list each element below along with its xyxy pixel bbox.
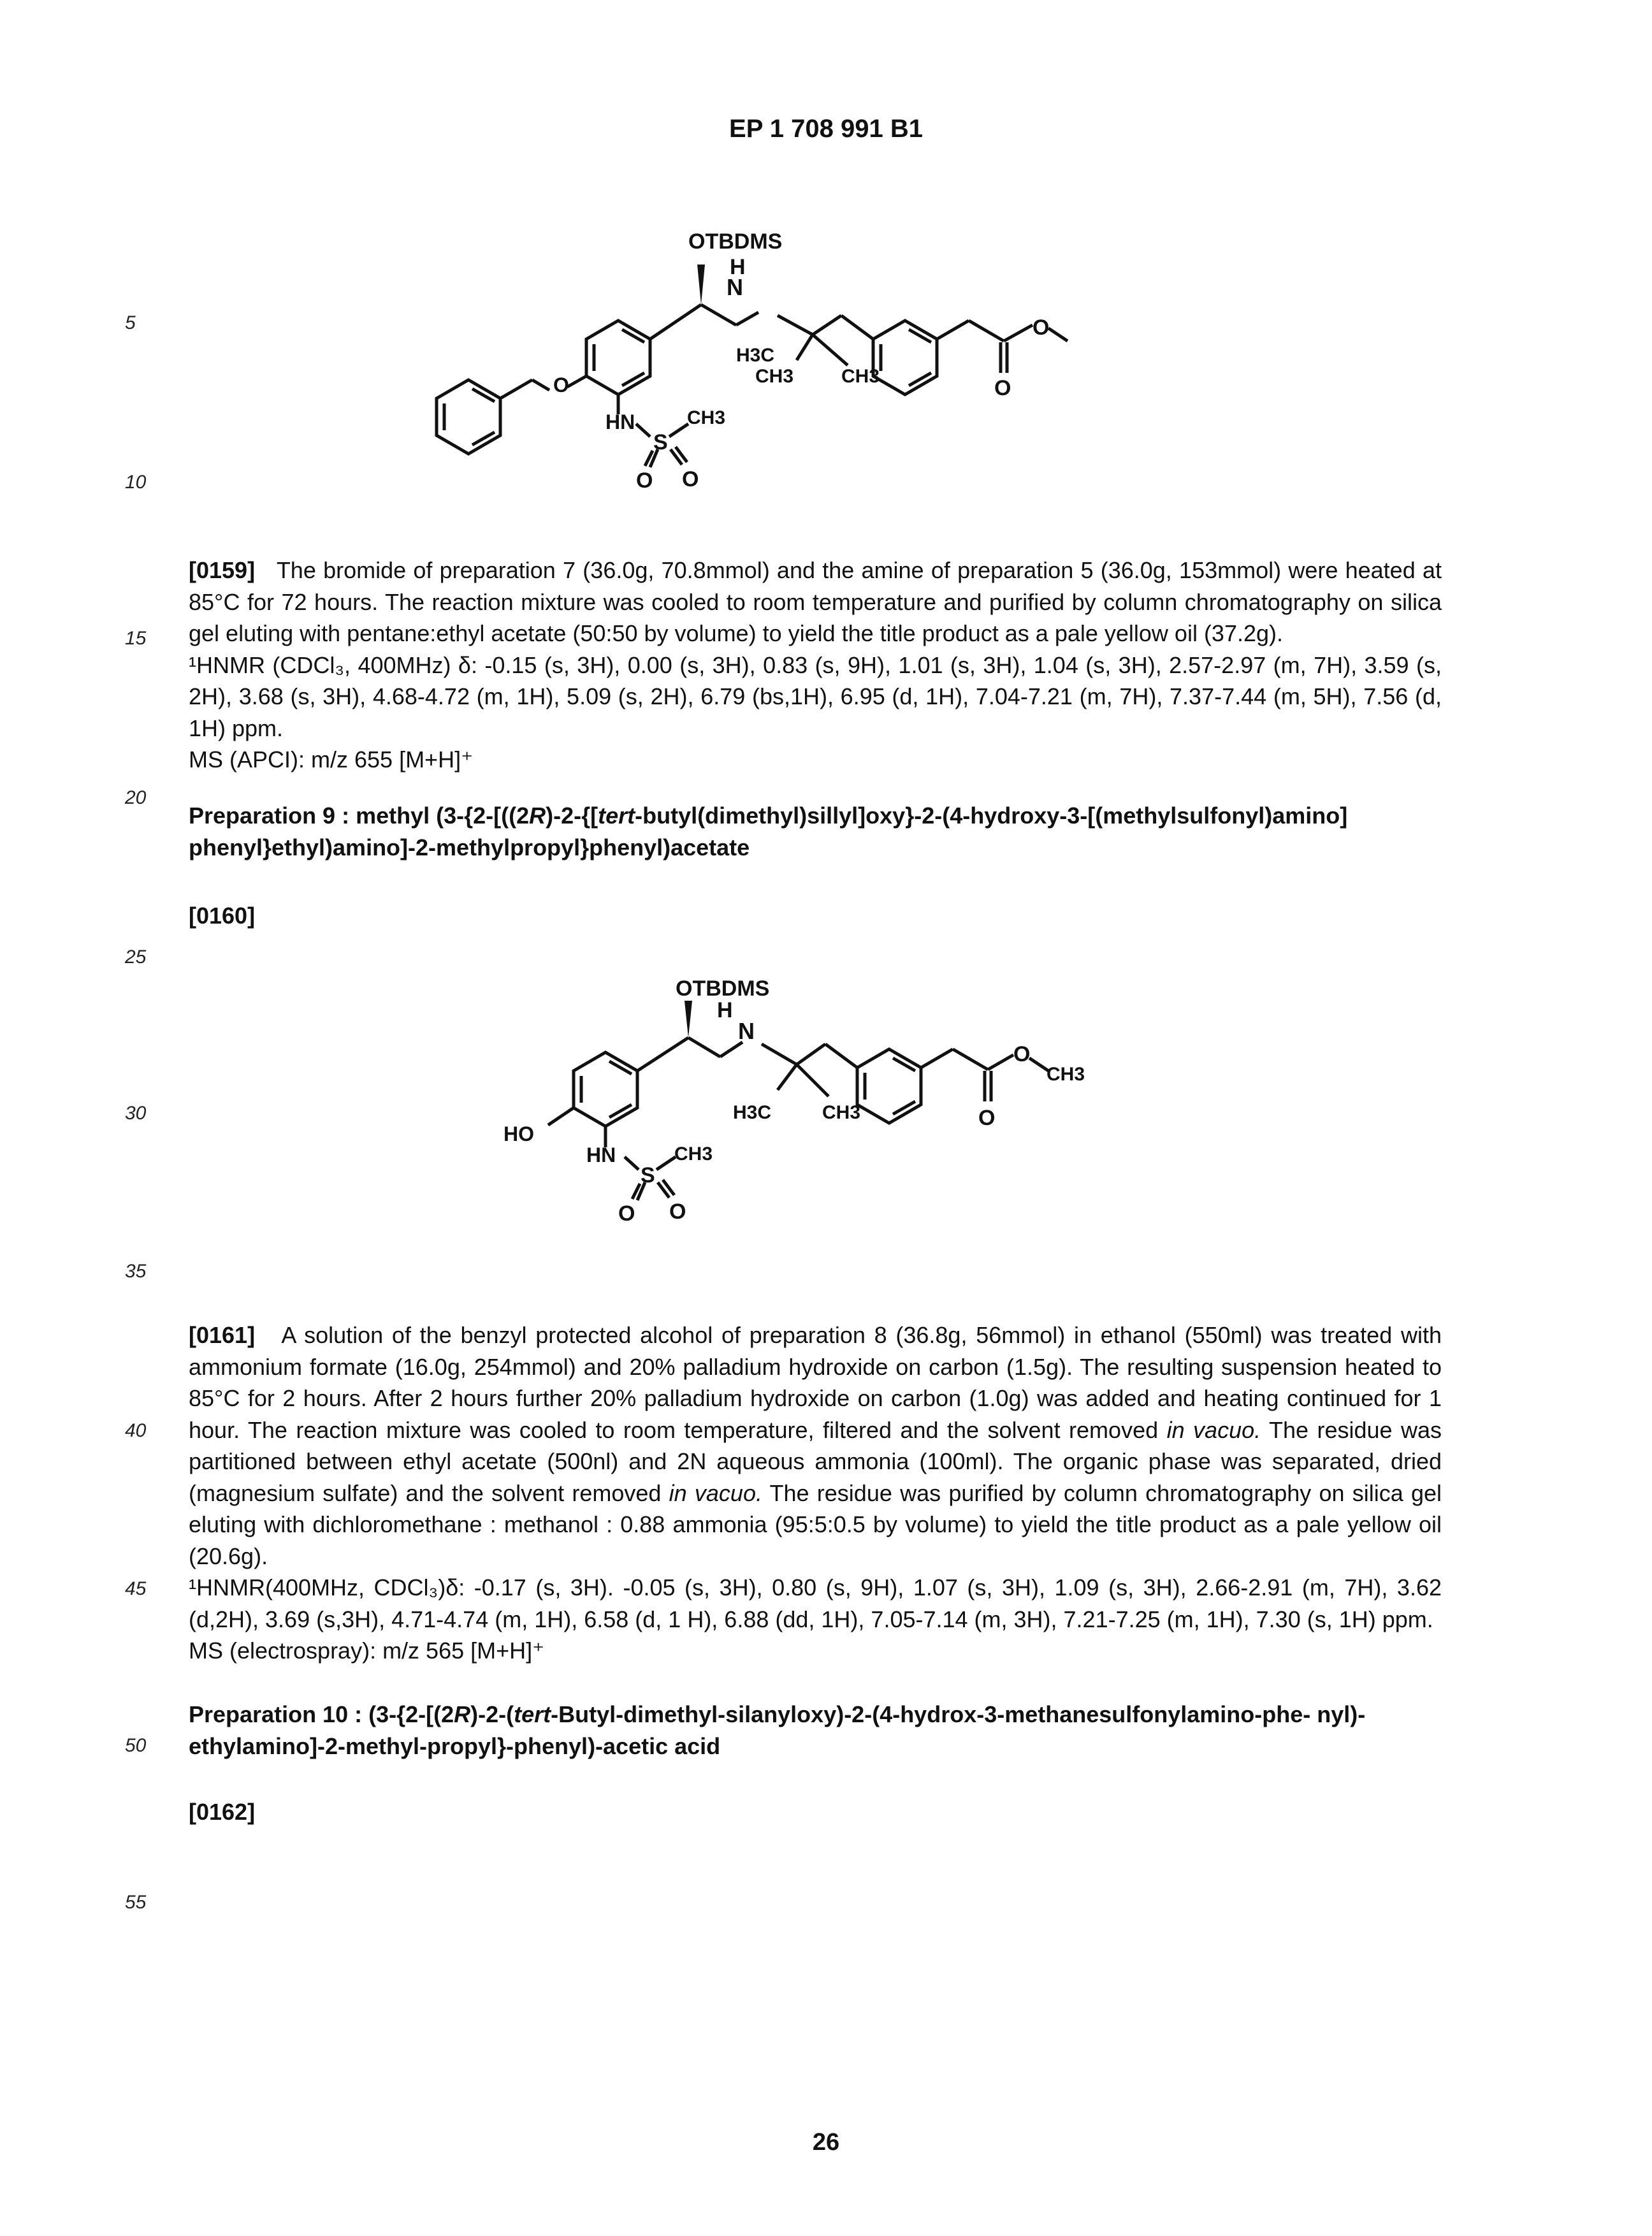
struct2-label: O <box>618 1201 635 1226</box>
heading-text: (3-{2-[(2 <box>368 1701 454 1727</box>
benzyl-ring <box>437 380 500 454</box>
struct1-label: O <box>994 376 1011 400</box>
ms-data: MS (electrospray): m/z 565 [M+H]⁺ <box>189 1637 545 1664</box>
paragraph-0159 <box>189 555 1442 776</box>
line-number: 50 <box>125 1735 147 1756</box>
page-number: 26 <box>812 2129 840 2156</box>
struct2-label: S <box>641 1163 655 1187</box>
line-number: 55 <box>125 1892 147 1913</box>
paragraph-text: The residue was purified by column chromatography on silica gel eluting with dichloromethane : methanol : 0.88 ammonia (95:5:0.5 by volume) to yield the title product as a pale yellow oil (20.6g). <box>189 1479 1442 1569</box>
struct1-label: HN <box>605 410 635 433</box>
heading-text: tert <box>598 802 635 829</box>
struct1-label: N <box>727 274 743 300</box>
line-number: 10 <box>125 472 147 493</box>
struct1-label: CH3 <box>841 366 880 387</box>
paragraph-text: The residue was partitioned between ethyl acetate (500nl) and 2N aqueous ammonia (100ml). The organic phase was separated, dried (magnesium sulfate) and the solvent removed <box>189 1416 1442 1506</box>
heading-text: -butyl(dimethyl)sillyl]oxy}-2-(4-hydroxy-3-[(methylsulfonyl)amino] phenyl}ethyl)amino]-2-methylpropyl}phenyl)acetate <box>189 802 1348 860</box>
struct1-label: H <box>730 255 746 279</box>
preparation-9-heading <box>189 800 1442 864</box>
paragraph-0161 <box>189 1319 1442 1667</box>
paragraph-ref: [0159] <box>189 557 256 583</box>
heading-label: Preparation 10 : <box>189 1701 363 1727</box>
struct2-label: OTBDMS <box>676 976 770 1001</box>
struct2-label: O <box>1013 1042 1031 1066</box>
chemical-structure-prep8 <box>382 220 1307 507</box>
struct1-label: CH3 <box>687 407 726 428</box>
heading-text: R <box>529 802 546 829</box>
central-ring <box>586 321 650 395</box>
preparation-10-heading <box>189 1699 1442 1762</box>
line-number: 25 <box>125 947 147 968</box>
struct2-label: HN <box>586 1143 616 1166</box>
paragraph-ref: [0161] <box>189 1322 256 1348</box>
struct2-label: N <box>738 1018 755 1044</box>
paragraph-text: in vacuo. <box>1166 1416 1261 1443</box>
heading-text: -Butyl-dimethyl-silanyloxy)-2-(4-hydrox-3-methanesulfonylamino-phe- nyl)-ethylamino]-2-methyl-propyl}-phenyl)-acetic acid <box>189 1701 1366 1759</box>
line-number: 40 <box>125 1420 147 1441</box>
ms-data: MS (APCI): m/z 655 [M+H]⁺ <box>189 746 474 773</box>
struct2-label: H <box>717 998 733 1022</box>
struct1-label: O <box>1032 316 1050 340</box>
line-number: 15 <box>125 628 147 649</box>
struct1-label: S <box>653 430 668 454</box>
struct1-label: O <box>636 468 653 493</box>
heading-text: )-2-{[ <box>546 802 598 829</box>
line-number: 20 <box>125 787 147 808</box>
line-number: 5 <box>125 312 136 333</box>
nmr-data: ¹HNMR (CDCl₃, 400MHz) δ: -0.15 (s, 3H), 0.00 (s, 3H), 0.83 (s, 9H), 1.01 (s, 3H), 1.04 (s, 3H), 2.57-2.97 (m, 7H), 3.59 (s, 2H), 3.68 (s, 3H), 4.68-4.72 (m, 1H), 5.09 (s, 2H), 6.79 (bs,1H), 6.95 (d, 1H), 7.04-7.21 (m, 7H), 7.37-7.44 (m, 5H), 7.56 (d, 1H) ppm. <box>189 651 1442 741</box>
heading-text: methyl (3-{2-[((2 <box>356 802 530 829</box>
struct1-label: CH3 <box>755 366 794 387</box>
struct1-label: O <box>553 374 569 396</box>
paragraph-text: A solution of the benzyl protected alcohol of preparation 8 (36.8g, 56mmol) in ethanol (550ml) was treated with ammonium formate (16.0g, 254mmol) and 20% palladium hydroxide on carbon (1.5g). The resulting suspension heated to 85°C for 2 hours. After 2 hours further 20% palladium hydroxide on carbon (1.0g) was added and heating continued for 1 hour. The reaction mixture was cooled to room temperature, filtered and the solvent removed <box>189 1322 1442 1443</box>
struct1-label: OTBDMS <box>688 229 783 254</box>
line-number: 45 <box>125 1578 147 1599</box>
document-header: EP 1 708 991 B1 <box>729 115 923 143</box>
struct2-label: O <box>978 1106 996 1130</box>
struct2-label: O <box>669 1200 686 1224</box>
phenyl-ring <box>873 321 937 395</box>
line-number: 35 <box>125 1261 147 1282</box>
paragraph-0160: [0160] <box>189 903 256 929</box>
struct2-label: CH3 <box>674 1143 713 1165</box>
struct1-label: O <box>682 467 699 491</box>
heading-text: tert <box>514 1701 551 1727</box>
heading-text: R <box>454 1701 471 1727</box>
struct2-label: CH3 <box>822 1102 861 1123</box>
struct1-label: H3C <box>736 345 775 366</box>
struct2-label: H3C <box>733 1102 772 1123</box>
struct2-label: CH3 <box>1047 1064 1085 1085</box>
heading-label: Preparation 9 : <box>189 802 350 829</box>
central-ring <box>574 1052 637 1126</box>
nmr-data: ¹HNMR(400MHz, CDCl₃)δ: -0.17 (s, 3H). -0.05 (s, 3H), 0.80 (s, 9H), 1.07 (s, 3H), 1.09 (s, 3H), 2.66-2.91 (m, 7H), 3.62 (d,2H), 3.69 (s,3H), 4.71-4.74 (m, 1H), 6.58 (d, 1 H), 6.88 (dd, 1H), 7.05-7.14 (m, 3H), 7.21-7.25 (m, 1H), 7.30 (s, 1H) ppm. <box>189 1574 1442 1632</box>
paragraph-text: The bromide of preparation 7 (36.0g, 70.8mmol) and the amine of preparation 5 (36.0g, 153mmol) were heated at 85°C for 72 hours. The reaction mixture was cooled to room temperature and purified by column chromatography on silica gel eluting with pentane:ethyl acetate (50:50 by volume) to yield the title product as a pale yellow oil (37.2g). <box>189 557 1442 646</box>
paragraph-0162: [0162] <box>189 1799 256 1825</box>
line-number: 30 <box>125 1103 147 1124</box>
struct2-label: HO <box>504 1122 534 1145</box>
chemical-structure-prep9 <box>497 976 1230 1281</box>
paragraph-text: in vacuo. <box>669 1479 762 1506</box>
phenyl-ring <box>857 1049 921 1123</box>
heading-text: )-2-( <box>470 1701 514 1727</box>
